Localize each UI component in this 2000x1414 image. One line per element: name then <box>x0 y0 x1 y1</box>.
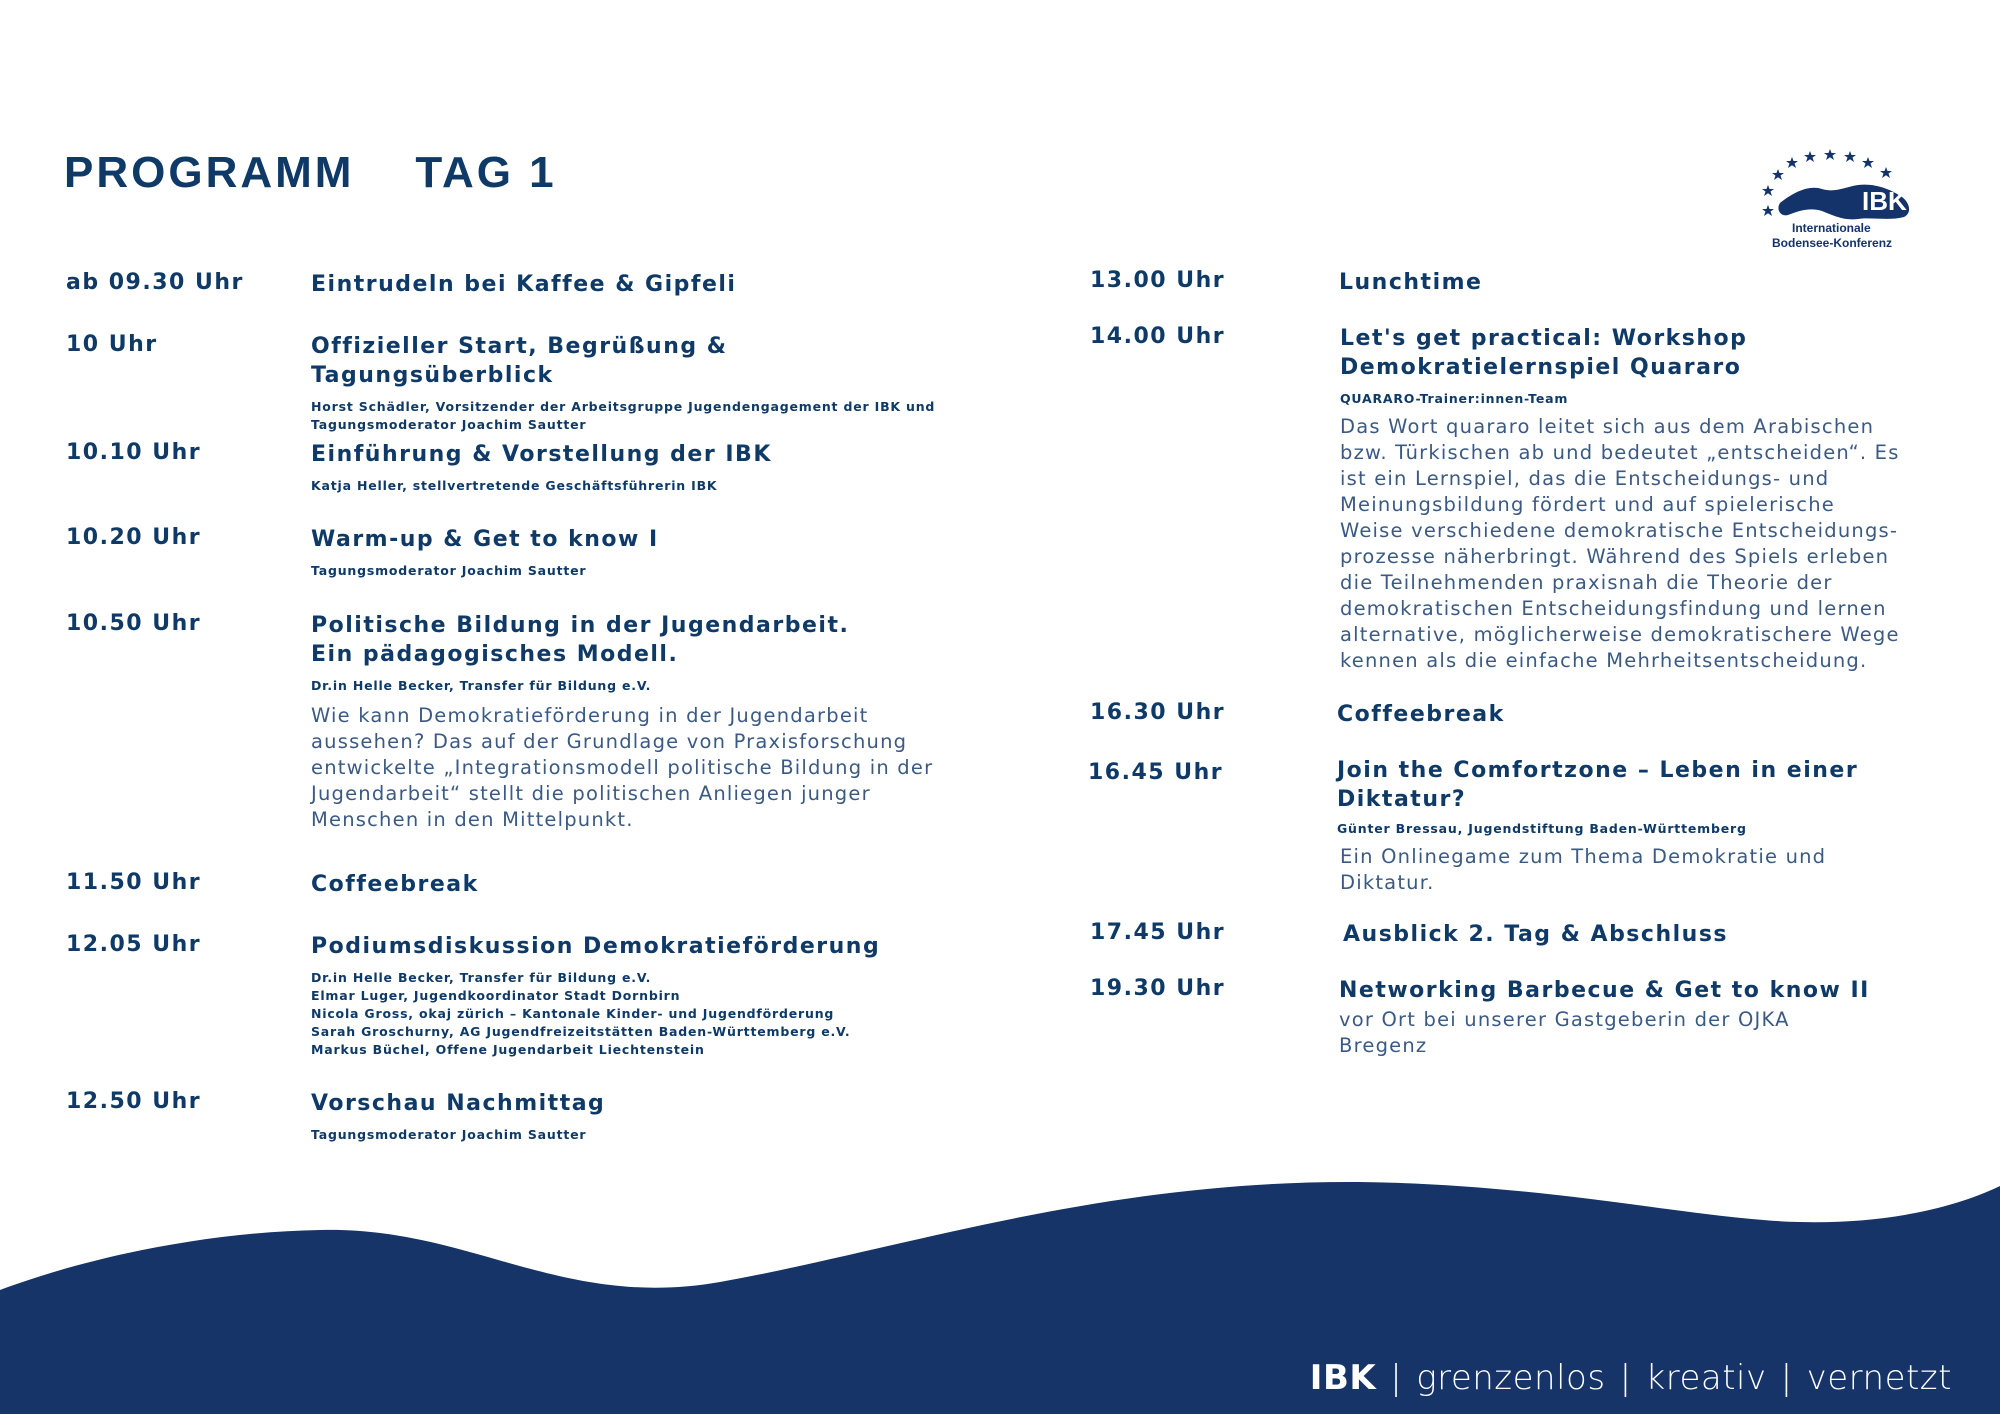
slogan-word: kreativ <box>1645 1358 1767 1398</box>
item-title: Join the Comfortzone – Leben in einer Diktatur? <box>1337 758 1859 812</box>
item-time: 10 Uhr <box>66 332 158 357</box>
item-title: Warm-up & Get to know I <box>311 527 659 552</box>
item-speakers: Tagungsmoderator Joachim Sautter <box>311 563 587 578</box>
item-time: 10.20 Uhr <box>66 525 202 550</box>
schedule-item <box>66 332 966 434</box>
footer-slogan: IBK | grenzenlos | kreativ | vernetzt <box>1309 1358 1952 1398</box>
item-speakers: Dr.in Helle Becker, Transfer für Bildung e.V. <box>311 678 652 693</box>
item-title: Eintrudeln bei Kaffee & Gipfeli <box>311 272 737 297</box>
schedule-item <box>66 270 736 299</box>
logo-line-1: Internationale <box>1792 221 1871 235</box>
item-description: Wie kann Demokratieförderung in der Jugendarbeit aussehen? Das auf der Grundlage von Praxisforschung entwickelte „Integrationsmodell politische Bildung in der Jugendarbeit“ stellt die politischen Anliegen junger Menschen in den Mittelpunkt. <box>311 704 934 831</box>
item-title: Coffeebreak <box>311 872 479 897</box>
item-description: Ein Onlinegame zum Thema Demokratie und Diktatur. <box>1340 845 1827 894</box>
page-title: PROGRAMM TAG 1 <box>64 148 557 197</box>
item-title: Podiumsdiskussion Demokratieförderung <box>311 934 881 959</box>
item-title: Offizieller Start, Begrüßung & Tagungsüberblick <box>311 334 728 388</box>
item-description: vor Ort bei unserer Gastgeberin der OJKA Bregenz <box>1339 1008 1790 1057</box>
item-title: Networking Barbecue & Get to know II <box>1339 978 1870 1003</box>
schedule-item <box>66 1089 605 1144</box>
item-time: 17.45 Uhr <box>1090 920 1226 945</box>
item-title: Lunchtime <box>1339 270 1483 295</box>
schedule-item <box>1090 920 1728 949</box>
item-speakers: Horst Schädler, Vorsitzender der Arbeitsgruppe Jugendengagement der IBK und Tagungsmoderator Joachim Sautter <box>311 399 936 432</box>
item-title: Coffeebreak <box>1337 702 1505 727</box>
logo-line-2: Bodensee-Konferenz <box>1772 236 1893 250</box>
logo-mark: IBK <box>1862 186 1907 216</box>
item-time: 16.30 Uhr <box>1090 700 1226 725</box>
item-time: 16.45 Uhr <box>1088 760 1224 785</box>
item-description: Das Wort quararo leitet sich aus dem Arabischen bzw. Türkischen ab und bedeutet „entscheiden“. Es ist ein Lernspiel, das die Entscheidungs- und Meinungsbildung fördert und auf spielerische Weise verschiedene demokratische Entscheidungs- prozesse näherbringt. Während des Spiels erleben die Teilnehmenden praxisnah die Theorie der demokratischen Entscheidungsfindung und lernen alternative, möglicherweise demokratischere Wege kennen als die einfache Mehrheitsentscheidung. <box>1340 415 1900 672</box>
item-time: 19.30 Uhr <box>1090 976 1226 1001</box>
slogan-brand: IBK <box>1309 1358 1377 1398</box>
schedule-item <box>66 870 479 899</box>
item-time: 13.00 Uhr <box>1090 268 1226 293</box>
schedule-item <box>1090 268 1482 297</box>
item-time: 12.50 Uhr <box>66 1089 202 1114</box>
item-time: 11.50 Uhr <box>66 870 202 895</box>
item-speakers: QUARARO-Trainer:innen-Team <box>1340 391 1569 406</box>
item-speakers: Katja Heller, stellvertretende Geschäftsführerin IBK <box>311 478 718 493</box>
item-time: ab 09.30 Uhr <box>66 270 244 295</box>
schedule-item <box>66 932 880 1059</box>
item-title: Ausblick 2. Tag & Abschluss <box>1343 922 1729 947</box>
schedule-item <box>1090 756 1947 896</box>
item-speakers: Tagungsmoderator Joachim Sautter <box>311 1127 587 1142</box>
slogan-word: vernetzt <box>1806 1358 1952 1398</box>
item-title: Politische Bildung in der Jugendarbeit. Ein pädagogisches Modell. <box>311 613 850 667</box>
item-title: Einführung & Vorstellung der IBK <box>311 442 772 467</box>
item-speakers: Dr.in Helle Becker, Transfer für Bildung e.V. Elmar Luger, Jugendkoordinator Stadt Dornbirn Nicola Gross, okaj zürich – Kantonale Kinder- und Jugendförderung Sarah Groschurny, AG Jugendfreizeitstätten Baden-Württemberg e.V. Markus Büchel, Offene Jugendarbeit Liechtenstein <box>311 970 851 1057</box>
schedule-item <box>66 440 772 495</box>
schedule-item <box>1090 976 1870 1059</box>
schedule-item <box>66 611 951 833</box>
item-time: 10.10 Uhr <box>66 440 202 465</box>
schedule-item <box>1090 700 1505 729</box>
item-title: Let's get practical: Workshop Demokratielernspiel Quararo <box>1340 326 1748 380</box>
item-time: 12.05 Uhr <box>66 932 202 957</box>
item-time: 10.50 Uhr <box>66 611 202 636</box>
slogan-word: grenzenlos <box>1416 1358 1606 1398</box>
item-time: 14.00 Uhr <box>1090 324 1226 349</box>
item-title: Vorschau Nachmittag <box>311 1091 606 1116</box>
item-speakers: Günter Bressau, Jugendstiftung Baden-Württemberg <box>1337 821 1747 836</box>
schedule-item <box>1090 324 1950 674</box>
schedule-item <box>66 525 659 580</box>
